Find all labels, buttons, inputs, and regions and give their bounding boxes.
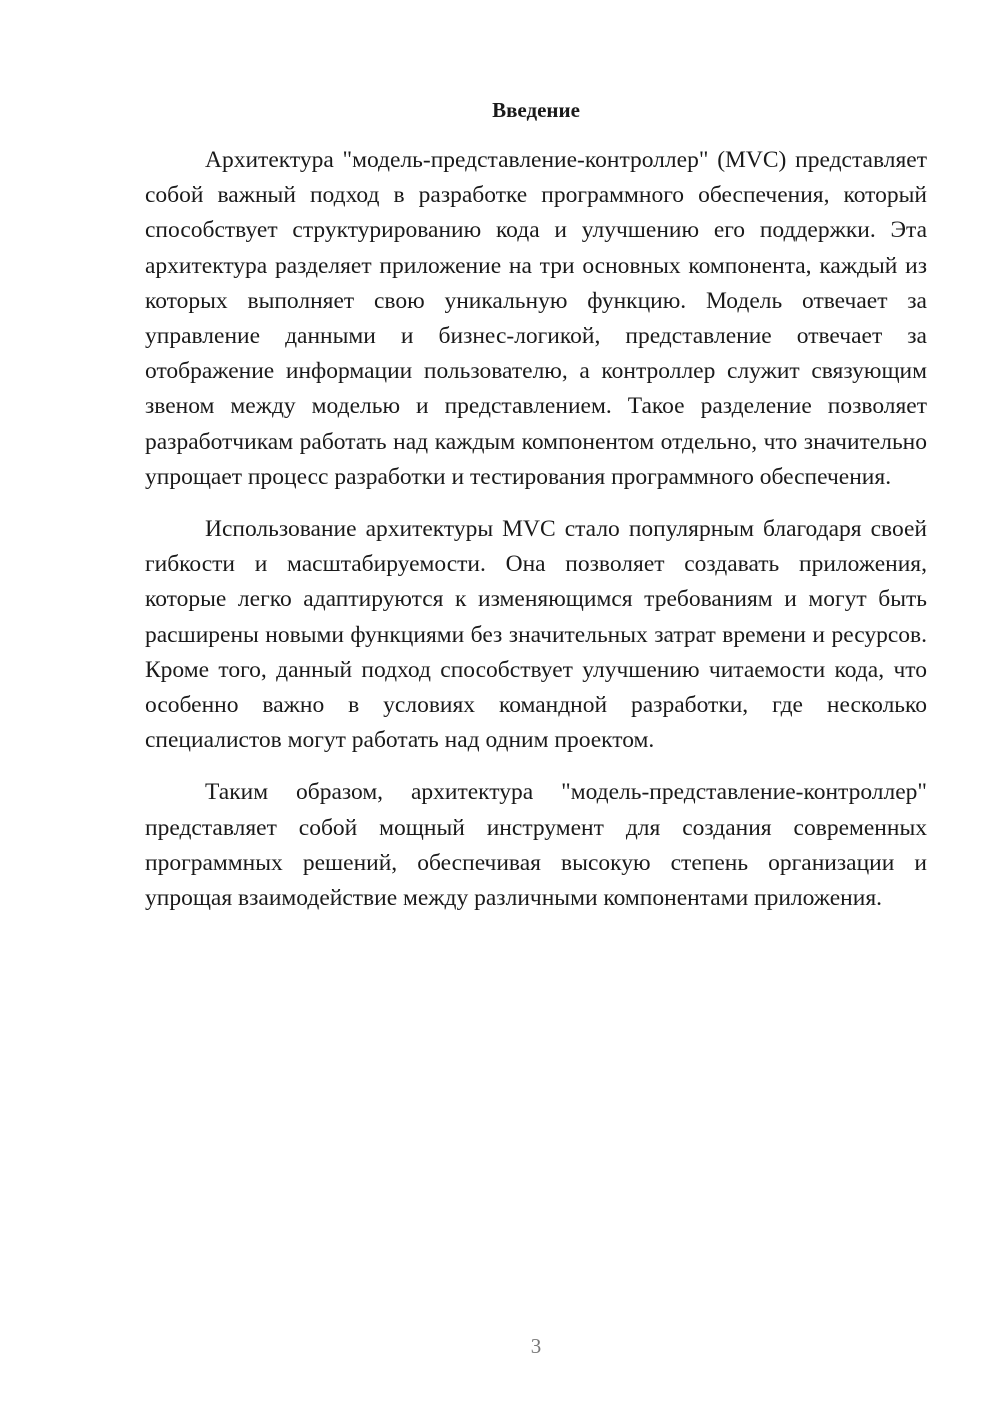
paragraph-2: Использование архитектуры MVC стало популярным благодаря своей гибкости и масштабируемости. Она позволяет создавать приложения, которые легко адаптируются к изменяющимся требованиям и могут быть расширены новыми функциями без значительных затрат времени и ресурсов. Кроме того, данный подход способствует улучшению читаемости кода, что особенно важно в условиях командной разработки, где несколько специалистов могут работать над одним проектом.: [145, 516, 927, 754]
body-text: [145, 143, 927, 916]
section-heading: Введение: [492, 98, 580, 122]
page-number: 3: [530, 1334, 542, 1358]
paragraph-1: Архитектура "модель-представление-контроллер" (MVC) представляет собой важный подход в разработке программного обеспечения, который способствует структурированию кода и улучшению его поддержки. Эта архитектура разделяет приложение на три основных компонента, каждый из которых выполняет свою уникальную функцию. Модель отвечает за управление данными и бизнес-логикой, представление отвечает за отображение информации пользователю, а контроллер служит связующим звеном между моделью и представлением. Такое разделение позволяет разработчикам работать над каждым компонентом отдельно, что значительно упрощает процесс разработки и тестирования программного обеспечения.: [145, 147, 927, 490]
paragraph-3: Таким образом, архитектура "модель-представление-контроллер" представляет собой мощный инструмент для создания современных программных решений, обеспечивая высокую степень организации и упрощая взаимодействие между различными компонентами приложения.: [145, 779, 927, 912]
